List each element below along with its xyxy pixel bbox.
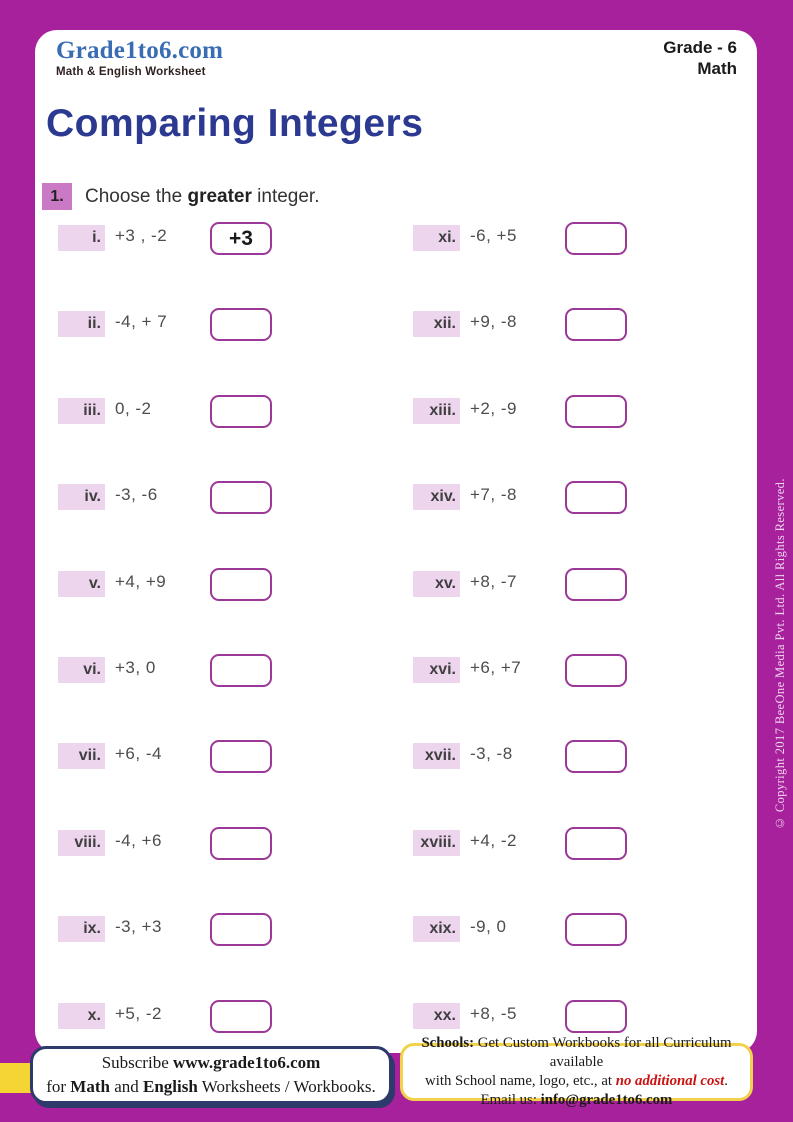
item-row-viii [58,827,298,861]
answer-box[interactable] [210,568,272,601]
subscribe-banner [30,1046,392,1104]
subscribe-english-bold: English [143,1077,198,1096]
schools-line2-pre: with School name, logo, etc., at [425,1073,616,1089]
answer-box[interactable] [210,308,272,341]
schools-line2-post: . [724,1073,728,1089]
item-row-x [58,1000,298,1034]
answer-box[interactable] [210,913,272,946]
answer-box[interactable] [565,568,627,601]
item-label: xv. [413,571,460,597]
item-row-xvi [413,654,653,688]
integer-pair: +2, -9 [470,398,517,418]
item-label: xviii. [413,830,460,856]
integer-pair: +3, 0 [115,658,156,677]
subscribe-math-bold: Math [70,1077,110,1096]
item-row-xviii [413,827,653,861]
integer-pair: -3, -6 [115,485,158,505]
item-row-xii [413,308,653,342]
subscribe-line2-mid: and [109,1077,143,1096]
answer-box[interactable] [565,654,627,687]
schools-label: Schools: [421,1034,475,1051]
item-row-xiv [413,481,653,515]
subscribe-site-link[interactable]: www.grade1to6.com [172,1053,321,1073]
item-label: xiv. [413,484,460,510]
item-row-vii [58,740,298,774]
answer-box[interactable] [210,481,272,514]
question-text-post: integer. [251,185,320,207]
question-text-pre: Choose the [85,185,188,207]
schools-no-cost-highlight: no additional cost [615,1073,725,1089]
question-line [42,183,320,210]
item-row-xi [413,222,653,256]
item-row-xx [413,1000,653,1034]
answer-box[interactable] [210,740,272,773]
item-label: xiii. [413,398,460,424]
item-label: x. [58,1003,105,1029]
item-label: xii. [413,311,460,337]
integer-pair: -3, -8 [470,744,513,764]
integer-pair: +6, -4 [115,744,162,764]
integer-pair: +4, -2 [470,830,517,850]
grade-label: Grade - 6 [663,38,737,57]
integer-pair: -6, +5 [470,226,517,245]
integer-pair: +7, -8 [470,485,517,505]
item-label: xvi. [413,657,460,683]
item-label: xix. [413,916,460,942]
integer-pair: +8, -7 [470,571,517,591]
copyright-vertical-text: © Copyright 2017 BeeOne Media Pvt. Ltd. All Rights Reserved. [773,478,787,830]
worksheet-card [35,30,757,1053]
integer-pair: 0, -2 [115,398,152,418]
answer-box[interactable] [565,1000,627,1033]
schools-email-link[interactable]: info@grade1to6.com [540,1092,673,1109]
item-label: viii. [58,830,105,856]
integer-pair: -3, +3 [115,917,162,937]
item-row-xv [413,568,653,602]
item-row-xix [413,913,653,947]
answer-box[interactable] [210,395,272,428]
logo-subtitle: Math & English Worksheet [56,66,206,78]
logo-title: Grade1to6.com [56,37,224,64]
item-row-ix [58,913,298,947]
item-row-iii [58,395,298,429]
integer-pair: -9, 0 [470,917,507,937]
item-row-i [58,222,298,256]
schools-line1-text: Get Custom Workbooks for all Curriculum available [474,1034,732,1070]
question-number-badge: 1. [42,183,72,210]
item-label: ii. [58,311,105,337]
item-label: vi. [58,657,105,683]
item-row-iv [58,481,298,515]
subscribe-line2-pre: for [46,1077,71,1096]
answer-box[interactable]: +3 [210,222,272,255]
question-text-bold: greater [187,185,252,207]
integer-pair: -4, +6 [115,830,162,850]
subscribe-line1-pre: Subscribe [101,1053,173,1073]
site-logo [56,37,223,78]
item-label: xx. [413,1003,460,1029]
item-row-xvii [413,740,653,774]
integer-pair: +5, -2 [115,1003,162,1023]
question-text [85,186,320,208]
answer-box[interactable] [565,395,627,428]
answer-box[interactable] [565,740,627,773]
subscribe-line2-post: Worksheets / Workbooks. [197,1077,376,1096]
answer-box[interactable] [565,222,627,255]
subscribe-line1 [33,1051,389,1075]
item-row-xiii [413,395,653,429]
item-label: iv. [58,484,105,510]
item-row-ii [58,308,298,342]
item-label: v. [58,571,105,597]
schools-line3 [407,1091,746,1110]
item-label: vii. [58,743,105,769]
schools-banner [400,1034,753,1109]
schools-line3-pre: Email us: [480,1092,541,1109]
item-label: xi. [413,225,460,251]
item-label: i. [58,225,105,251]
answer-box[interactable] [565,308,627,341]
schools-line2 [407,1072,746,1091]
schools-line1 [407,1034,746,1072]
item-row-v [58,568,298,602]
subject-label: Math [697,59,737,79]
answer-box[interactable] [210,1000,272,1033]
answer-box[interactable] [565,481,627,514]
grade-info [663,37,737,80]
item-label: xvii. [413,743,460,769]
integer-pair: +9, -8 [470,312,517,332]
subscribe-line2 [33,1075,389,1099]
answer-box[interactable] [565,913,627,946]
item-label: ix. [58,916,105,942]
answer-box[interactable] [210,827,272,860]
answer-box[interactable] [565,827,627,860]
integer-pair: -4, + 7 [115,312,168,332]
item-label: iii. [58,398,105,424]
integer-pair: +8, -5 [470,1003,517,1023]
integer-pair: +6, +7 [470,658,522,677]
item-row-vi [58,654,298,688]
integer-pair: +4, +9 [115,571,167,591]
integer-pair: +3 , -2 [115,226,168,245]
page-title: Comparing Integers [46,102,424,145]
answer-box[interactable] [210,654,272,687]
